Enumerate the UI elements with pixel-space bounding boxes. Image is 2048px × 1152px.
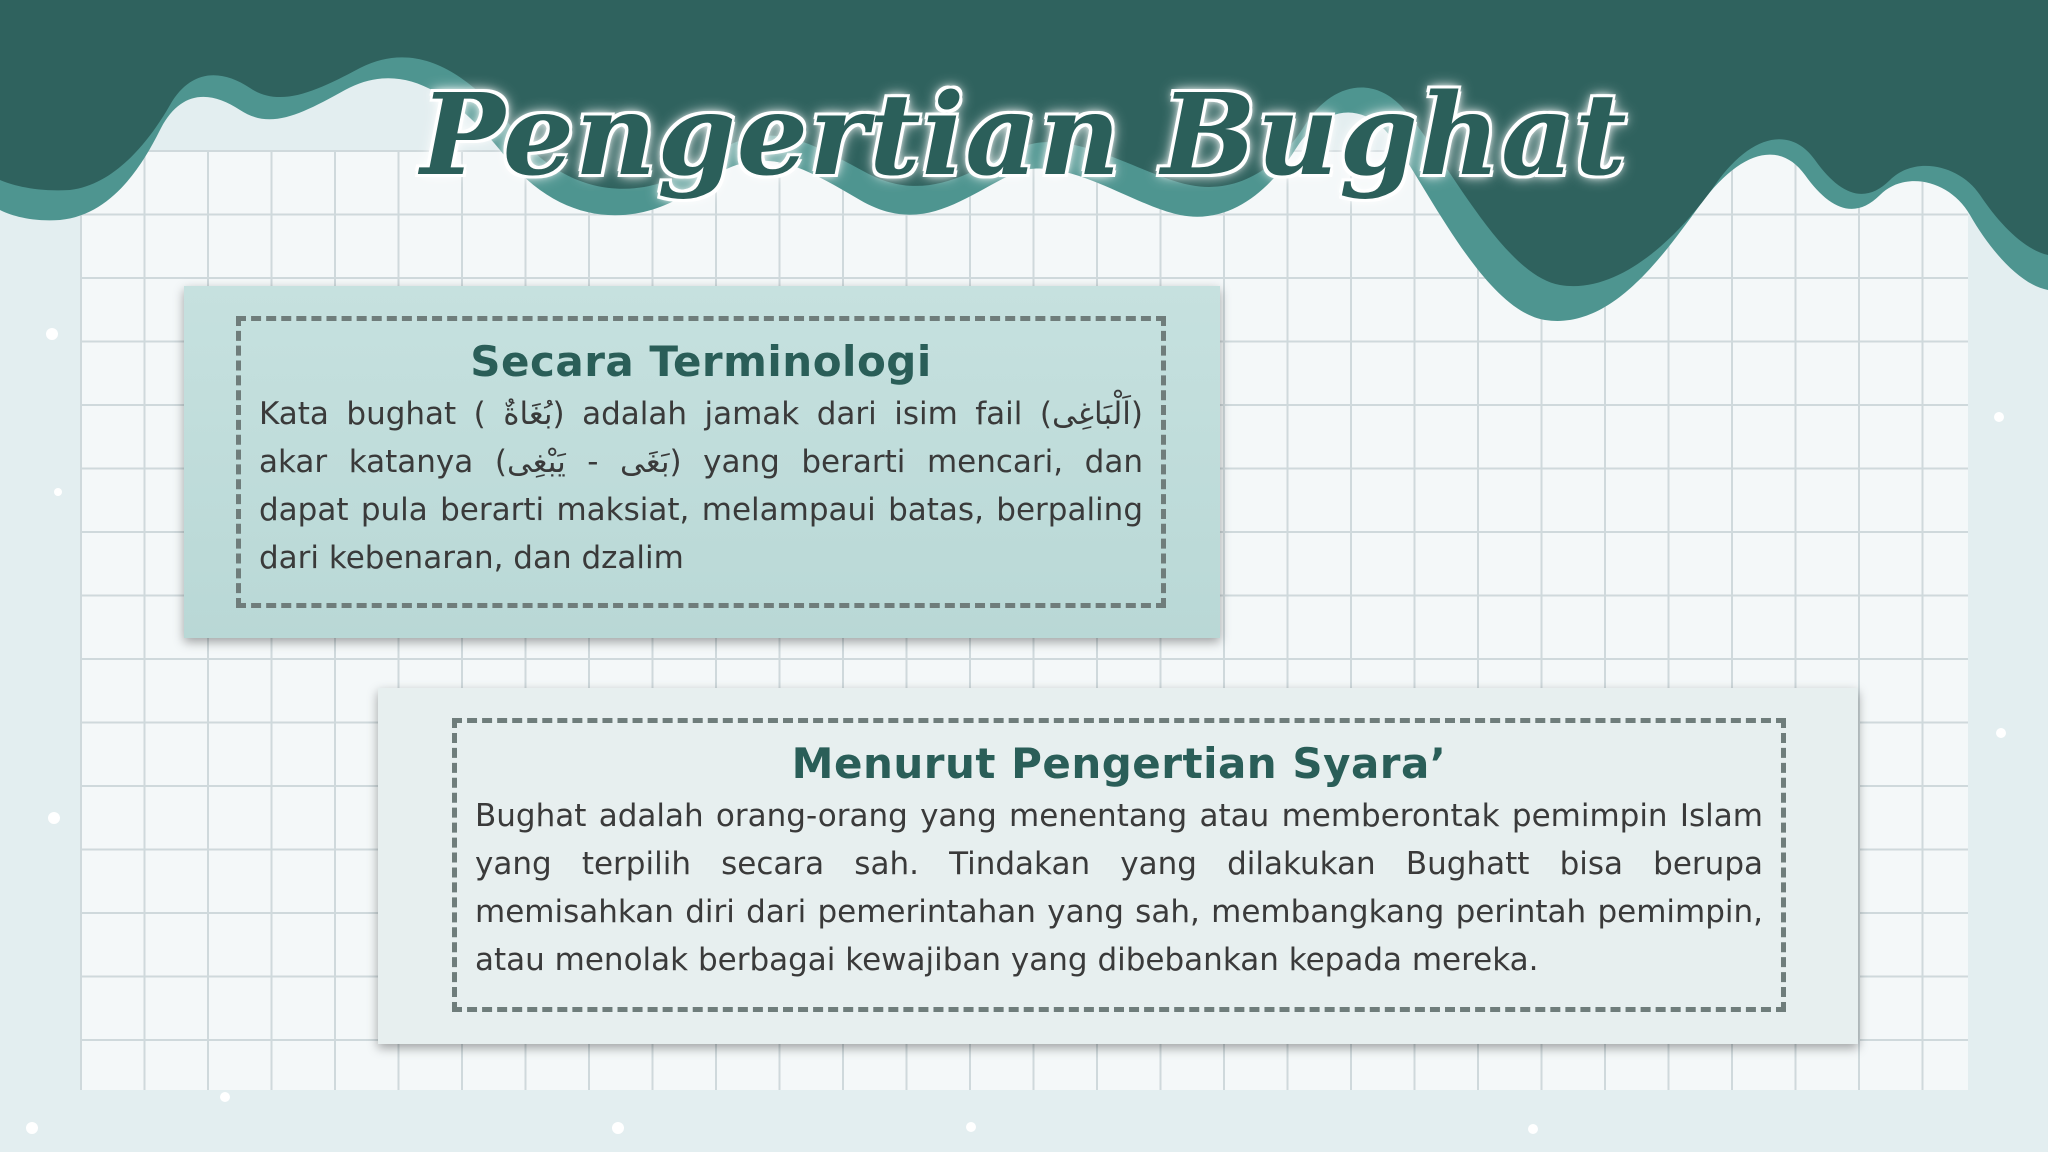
decorative-dot [26,1122,38,1134]
syara-card [378,688,1858,1044]
terminology-dashed-frame [236,316,1166,608]
slide-title: Pengertian Bughat [420,70,1628,201]
decorative-dot [1994,412,2004,422]
decorative-dot [612,1122,624,1134]
syara-body: Bughat adalah orang-orang yang menentang atau memberontak pemimpin Islam yang terpilih secara sah. Tindakan yang dilakukan Bughatt bisa berupa memisahkan diri dari pemerintahan yang sah, membangkang perintah pemimpin, atau menolak berbagai kewajiban yang dibebankan kepada mereka. [475,798,1763,978]
syara-heading: Menurut Pengertian Syara’ [791,739,1447,788]
syara-dashed-frame [452,718,1786,1012]
decorative-dot [46,328,58,340]
decorative-dot [966,1122,976,1132]
decorative-dot [54,488,62,496]
terminology-heading: Secara Terminologi [470,337,932,386]
terminology-card [184,286,1220,638]
terminology-body: Kata bughat ( بُغَاةٌ) adalah jamak dari isim fail (اَلْبَاغِى) akar katanya (بَغَى - يَبْغِى) yang berarti mencari, dan dapat pula berarti maksiat, melampaui batas, berpaling dari kebenaran, dan dzalim [259,396,1144,576]
decorative-dot [1996,728,2006,738]
decorative-dot [1528,1124,1538,1134]
decorative-dot [48,812,60,824]
decorative-dot [220,1092,230,1102]
